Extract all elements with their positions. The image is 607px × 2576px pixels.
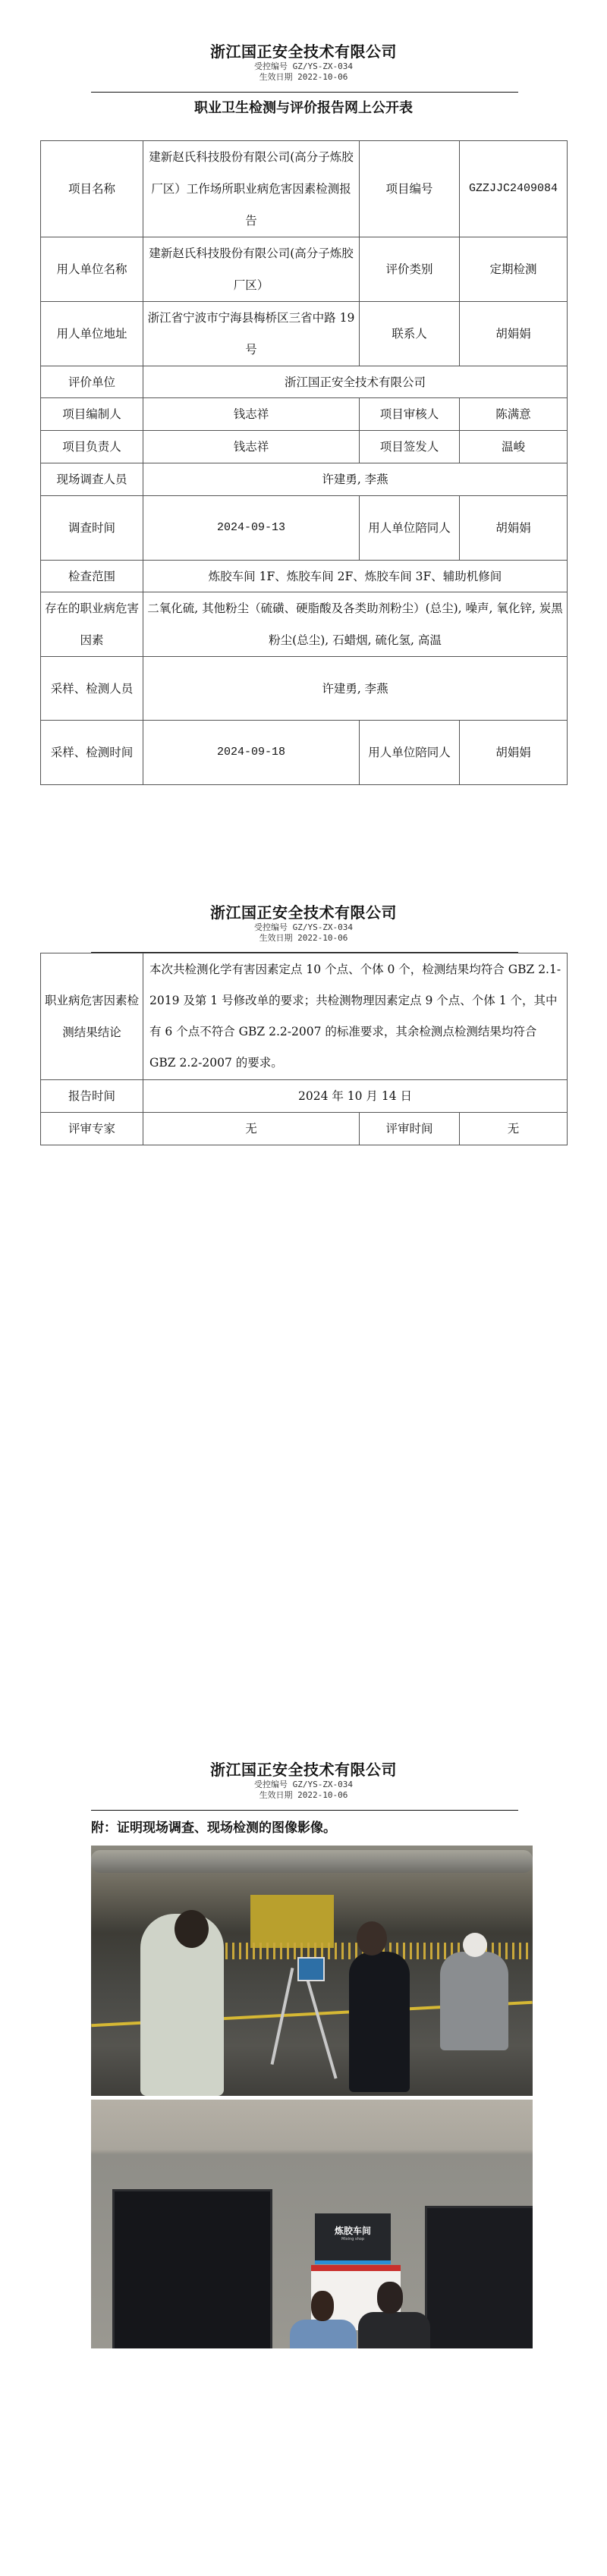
- disclosure-table: [40, 140, 568, 785]
- review-time-label: 评审时间: [360, 1113, 460, 1145]
- eval-unit-value: 浙江国正安全技术有限公司: [143, 366, 568, 398]
- report-time-label: 报告时间: [41, 1080, 143, 1113]
- expert-value: 无: [143, 1113, 360, 1145]
- eval-type-value: 定期检测: [460, 237, 568, 302]
- inspector-figure: [349, 1952, 410, 2092]
- table-row: [41, 721, 568, 785]
- inspector-head: [175, 1910, 209, 1948]
- leader-value: 钱志祥: [143, 431, 360, 463]
- sign-text-en: Mixing shop: [341, 2237, 364, 2241]
- report-time-value: 2024 年 10 月 14 日: [143, 1080, 568, 1113]
- door-shape: [425, 2206, 533, 2348]
- conclusion-value: 本次共检测化学有害因素定点 10 个点、个体 0 个，检测结果均符合 GBZ 2.1-2019 及第 1 号修改单的要求；共检测物理因素定点 9 个点、个体 1 个，其中有 6 个点不符合 GBZ 2.2-2007 的标准要求，其余检测点检测结果均符合 GBZ 2.2-2007 的要求。: [143, 953, 568, 1080]
- workshop-sign: [315, 2213, 391, 2264]
- tripod-leg: [303, 1968, 337, 2078]
- accompany-label: 用人单位陪同人: [360, 496, 460, 561]
- control-number: 受控编号 GZ/YS-ZX-034: [253, 1780, 354, 1789]
- inspector-head: [357, 1921, 387, 1956]
- table-row: [41, 657, 568, 721]
- effective-date: 生效日期 2022-10-06: [259, 1790, 348, 1800]
- samplers-label: 采样、检测人员: [41, 657, 143, 721]
- employer-name-label: 用人单位名称: [41, 237, 143, 302]
- scope-label: 检查范围: [41, 561, 143, 592]
- expert-label: 评审专家: [41, 1113, 143, 1145]
- table-row: [41, 237, 568, 302]
- project-no-label: 项目编号: [360, 141, 460, 237]
- surveyors-label: 现场调查人员: [41, 463, 143, 496]
- conclusion-label: 职业病危害因素检测结果结论: [41, 953, 143, 1080]
- project-name-label: 项目名称: [41, 141, 143, 237]
- eval-unit-label: 评价单位: [41, 366, 143, 398]
- effective-date: 生效日期 2022-10-06: [259, 72, 348, 82]
- contact-value: 胡娟娟: [460, 302, 568, 366]
- issuer-label: 项目签发人: [360, 431, 460, 463]
- project-name-value: 建新赵氏科技股份有限公司(高分子炼胶厂区）工作场所职业病危害因素检测报告: [143, 141, 360, 237]
- employer-address-label: 用人单位地址: [41, 302, 143, 366]
- person-figure: [290, 2320, 357, 2348]
- sample-time-label: 采样、检测时间: [41, 721, 143, 785]
- table-row: [41, 1113, 568, 1145]
- effective-date: 生效日期 2022-10-06: [259, 933, 348, 943]
- page1-header: [0, 42, 607, 83]
- employer-name-value: 建新赵氏科技股份有限公司(高分子炼胶厂区）: [143, 237, 360, 302]
- page2-header: [0, 903, 607, 944]
- surveyors-value: 许建勇, 李燕: [143, 463, 568, 496]
- table-row: [41, 398, 568, 431]
- contact-label: 联系人: [360, 302, 460, 366]
- company-name: 浙江国正安全技术有限公司: [210, 42, 397, 61]
- survey-time-label: 调查时间: [41, 496, 143, 561]
- accompany-value: 胡娟娟: [460, 496, 568, 561]
- page3-header: [0, 1760, 607, 1801]
- worker-head: [463, 1933, 487, 1957]
- person-head: [377, 2282, 403, 2314]
- employer-address-value: 浙江省宁波市宁海县梅桥区三省中路 19 号: [143, 302, 360, 366]
- survey-time-value: 2024-09-13: [143, 496, 360, 561]
- scope-value: 炼胶车间 1F、炼胶车间 2F、炼胶车间 3F、辅助机修间: [143, 561, 568, 592]
- accompany2-value: 胡娟娟: [460, 721, 568, 785]
- door-shape: [112, 2189, 272, 2348]
- person-figure: [358, 2312, 430, 2348]
- conclusion-table: [40, 953, 568, 1145]
- issuer-value: 温峻: [460, 431, 568, 463]
- appendix-caption: 附：证明现场调查、现场检测的图像影像。: [91, 1820, 336, 1836]
- table-row: [41, 496, 568, 561]
- table-row: [41, 953, 568, 1080]
- machine-shape: [250, 1895, 334, 1948]
- sample-time-value: 2024-09-18: [143, 721, 360, 785]
- sign-text-cn: 炼胶车间: [334, 2226, 371, 2236]
- pipe-shape: [91, 1850, 533, 1873]
- worker-figure: [440, 1952, 508, 2050]
- table-row: [41, 561, 568, 592]
- accompany2-label: 用人单位陪同人: [360, 721, 460, 785]
- control-number: 受控编号 GZ/YS-ZX-034: [253, 922, 354, 932]
- header-divider: [91, 92, 518, 93]
- table-row: [41, 302, 568, 366]
- document-title: 职业卫生检测与评价报告网上公开表: [194, 100, 413, 116]
- control-number: 受控编号 GZ/YS-ZX-034: [253, 61, 354, 71]
- detector-device: [297, 1957, 325, 1981]
- company-name: 浙江国正安全技术有限公司: [210, 1761, 397, 1779]
- header-divider: [91, 1810, 518, 1811]
- review-time-value: 无: [460, 1113, 568, 1145]
- table-row: [41, 463, 568, 496]
- table-row: [41, 141, 568, 237]
- hazards-label: 存在的职业病危害因素: [41, 592, 143, 657]
- table-row: [41, 1080, 568, 1113]
- site-survey-photo: [91, 1846, 533, 2096]
- person-head: [311, 2291, 334, 2321]
- hazards-value: 二氧化硫, 其他粉尘（硫磺、硬脂酸及各类助剂粉尘）(总尘), 噪声, 氧化锌, 炭黑粉尘(总尘), 石蜡烟, 硫化氢, 高温: [143, 592, 568, 657]
- samplers-value: 许建勇, 李燕: [143, 657, 568, 721]
- company-name: 浙江国正安全技术有限公司: [210, 903, 397, 922]
- compiler-label: 项目编制人: [41, 398, 143, 431]
- table-row: [41, 431, 568, 463]
- compiler-value: 钱志祥: [143, 398, 360, 431]
- eval-type-label: 评价类别: [360, 237, 460, 302]
- table-row: [41, 592, 568, 657]
- table-row: [41, 366, 568, 398]
- leader-label: 项目负责人: [41, 431, 143, 463]
- project-no-value: GZZJJC2409084: [460, 141, 568, 237]
- reviewer-value: 陈满意: [460, 398, 568, 431]
- workshop-entrance-photo: [91, 2100, 533, 2348]
- reviewer-label: 项目审核人: [360, 398, 460, 431]
